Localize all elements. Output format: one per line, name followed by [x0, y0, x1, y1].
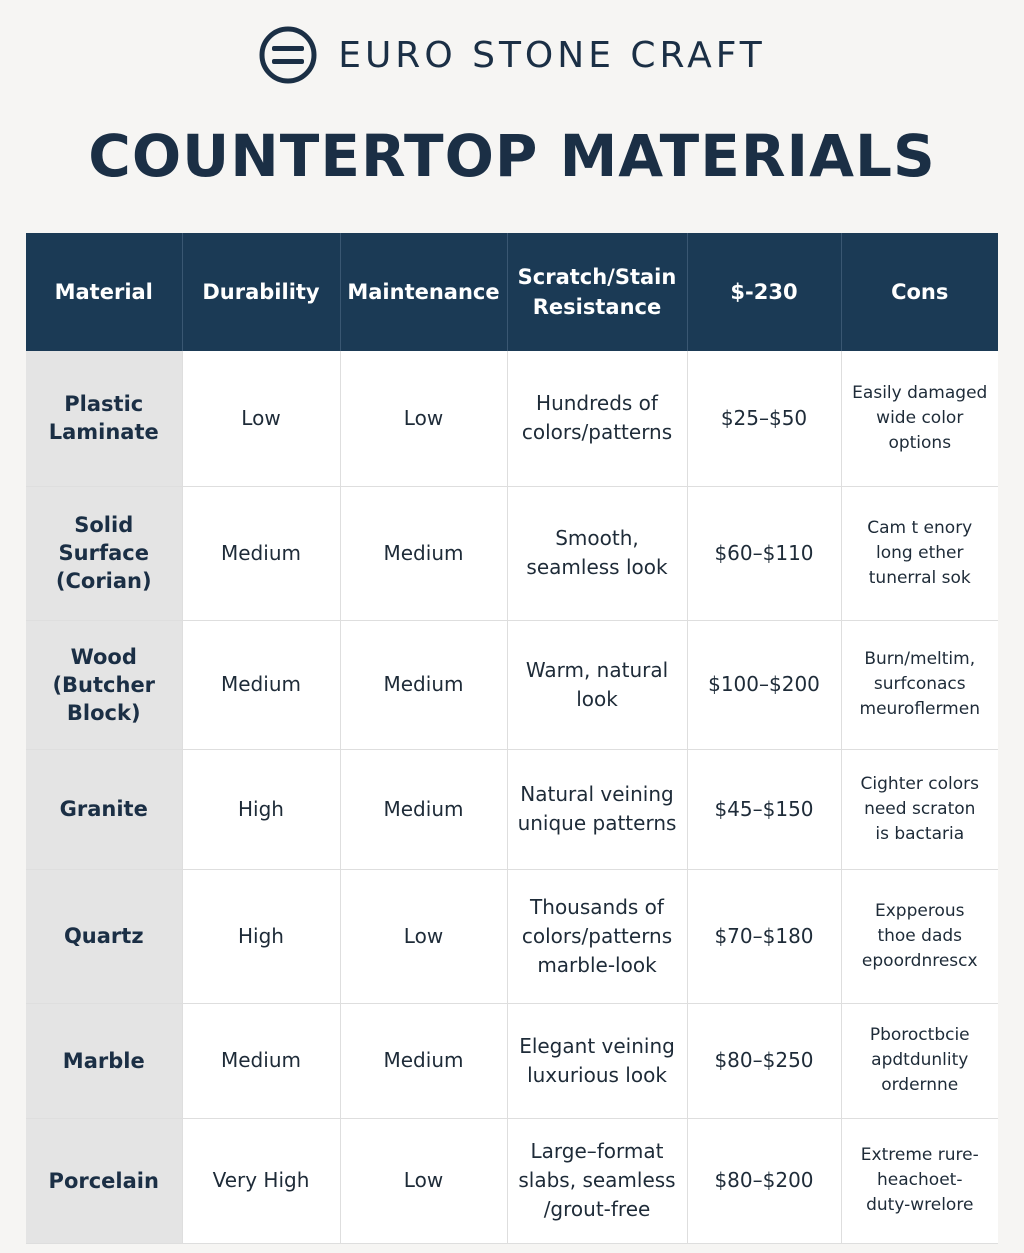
durability-cell: High — [182, 869, 340, 1003]
material-cell: Porcelain — [26, 1118, 182, 1243]
header-material: Material — [26, 233, 182, 351]
brand-name: EURO STONE CRAFT — [338, 34, 766, 76]
resistance-cell: Elegant veining luxurious look — [507, 1003, 687, 1118]
table-row — [26, 486, 998, 620]
table-row — [26, 620, 998, 749]
material-cell: Quartz — [26, 869, 182, 1003]
header-maintenance: Maintenance — [340, 233, 507, 351]
header-resistance: Scratch/Stain Resistance — [507, 233, 687, 351]
table-row — [26, 1118, 998, 1243]
durability-cell: Low — [182, 351, 340, 486]
materials-table — [26, 233, 998, 1244]
durability-cell: Very High — [182, 1118, 340, 1243]
durability-cell: Medium — [182, 620, 340, 749]
price-cell: $45–$150 — [687, 749, 841, 869]
table-row — [26, 749, 998, 869]
material-cell: Marble — [26, 1003, 182, 1118]
header-row — [26, 233, 998, 351]
maintenance-cell: Medium — [340, 749, 507, 869]
circle-with-double-bar-icon — [258, 25, 318, 85]
material-cell: Plastic Laminate — [26, 351, 182, 486]
price-cell: $60–$110 — [687, 486, 841, 620]
resistance-cell: Hundreds of colors/patterns — [507, 351, 687, 486]
price-cell: $70–$180 — [687, 869, 841, 1003]
durability-cell: High — [182, 749, 340, 869]
maintenance-cell: Low — [340, 351, 507, 486]
header-cons: Cons — [841, 233, 998, 351]
cons-cell: Cighter colors need scraton is bactaria — [841, 749, 998, 869]
cons-cell: Burn/meltim, surfconacs meuroflermen — [841, 620, 998, 749]
material-cell: Wood (Butcher Block) — [26, 620, 182, 749]
brand-logo — [258, 25, 766, 85]
cons-cell: Easily damaged wide color options — [841, 351, 998, 486]
table-row — [26, 351, 998, 486]
maintenance-cell: Low — [340, 1118, 507, 1243]
material-cell: Granite — [26, 749, 182, 869]
price-cell: $80–$250 — [687, 1003, 841, 1118]
cons-cell: Extreme rure- heachoet- duty-wrelore — [841, 1118, 998, 1243]
price-cell: $100–$200 — [687, 620, 841, 749]
maintenance-cell: Medium — [340, 620, 507, 749]
maintenance-cell: Low — [340, 869, 507, 1003]
cons-cell: Expperous thoe dads epoordnrescx — [841, 869, 998, 1003]
resistance-cell: Thousands of colors/patterns marble-look — [507, 869, 687, 1003]
resistance-cell: Warm, natural look — [507, 620, 687, 749]
header-durability: Durability — [182, 233, 340, 351]
table-row — [26, 869, 998, 1003]
durability-cell: Medium — [182, 486, 340, 620]
price-cell: $80–$200 — [687, 1118, 841, 1243]
brand-header — [0, 0, 1024, 110]
maintenance-cell: Medium — [340, 1003, 507, 1118]
header-price: $-230 — [687, 233, 841, 351]
page-title: COUNTERTOP MATERIALS — [88, 122, 936, 190]
table-row — [26, 1003, 998, 1118]
material-cell: Solid Surface (Corian) — [26, 486, 182, 620]
cons-cell: Cam t enory long ether tunerral sok — [841, 486, 998, 620]
maintenance-cell: Medium — [340, 486, 507, 620]
resistance-cell: Large–format slabs, seamless /grout-free — [507, 1118, 687, 1243]
resistance-cell: Smooth, seamless look — [507, 486, 687, 620]
table-body — [26, 351, 998, 1243]
price-cell: $25–$50 — [687, 351, 841, 486]
cons-cell: Pboroctbcie apdtdunlity ordernne — [841, 1003, 998, 1118]
resistance-cell: Natural veining unique patterns — [507, 749, 687, 869]
durability-cell: Medium — [182, 1003, 340, 1118]
table-header — [26, 233, 998, 351]
